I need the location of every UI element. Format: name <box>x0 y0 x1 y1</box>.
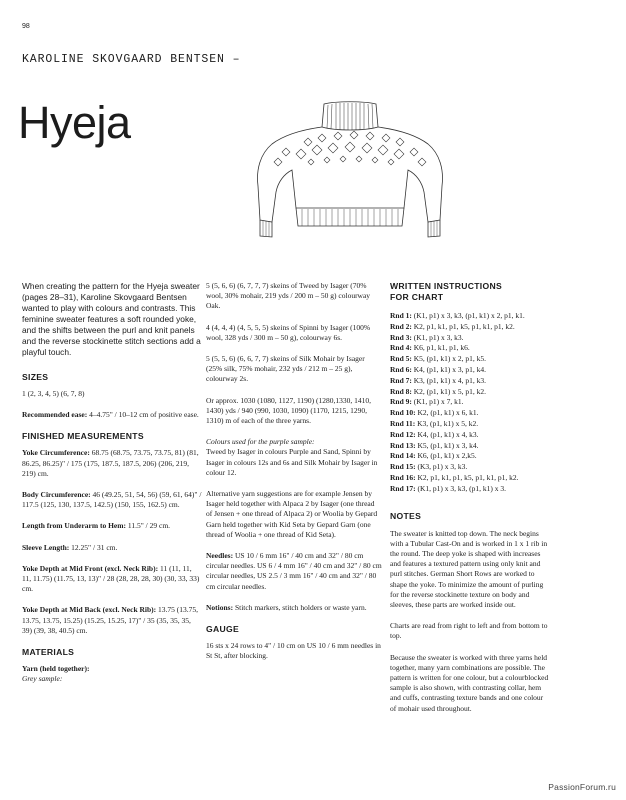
notes-heading: NOTES <box>390 510 422 521</box>
purple-sample <box>206 437 382 478</box>
yoke-text: 68.75 (68.75, 73.75, 73.75, 81) (81, 86.25, 86.25)" / 175 (175, 187.5, 187.5, 206) (206, 219, 219) cm. <box>22 448 199 478</box>
body-label: Body Circumference: <box>22 490 91 500</box>
alternative-yarns: Alternative yarn suggestions are for example Jensen by Isager held together with Alpaca 2 by Isager (one thread of Jensen + one thread of Alpaca 2) or Woolia by Gepard Garn held together with Kid Seta by Gepard Garn (one thread of Woolia + one thread of Kid Seta). <box>206 489 378 539</box>
written-instructions-heading <box>390 281 550 303</box>
chart-round <box>390 311 550 322</box>
purple-label: Colours used for the purple sample: <box>206 437 315 447</box>
chart-round <box>390 365 550 376</box>
sweater-illustration-icon <box>200 100 500 250</box>
chart-round <box>390 333 550 344</box>
notes-paragraph-3: Because the sweater is worked with three yarns held together, many yarn combinations are possible. The pattern is written for one colour, but a colourblocked sample is also shown, with contrasting collar, hem and cuffs, contrasting texture bands and one colour of mohair used throughout. <box>390 652 549 713</box>
round-label: Rnd 10: <box>390 408 416 418</box>
chart-round <box>390 484 550 495</box>
gauge-heading: GAUGE <box>206 624 240 635</box>
yarn-label: Yarn (held together): <box>22 664 90 674</box>
round-instructions: K3, (p1, k1) x 4, p1, k3. <box>411 375 487 385</box>
yoke-depth-back <box>22 605 202 636</box>
yarn-approx-total: Or approx. 1030 (1080, 1127, 1190) (1280,1330, 1410, 1430) yds / 940 (990, 1030, 1090) (1170, 1215, 1290, 1310) m of each of the three yarns. <box>206 395 372 426</box>
chart-round <box>390 419 550 430</box>
round-label: Rnd 14: <box>390 451 416 461</box>
watermark: PassionForum.ru <box>548 782 616 792</box>
round-label: Rnd 8: <box>390 386 412 396</box>
yoke-circumference <box>22 448 202 479</box>
yoke-depth-front <box>22 564 202 595</box>
round-label: Rnd 15: <box>390 462 416 472</box>
written-heading-line-2: FOR CHART <box>390 292 444 302</box>
round-label: Rnd 3: <box>390 332 412 342</box>
gauge-text: 16 sts x 24 rows to 4" / 10 cm on US 10 / 6 mm needles in St St, after blocking. <box>206 641 381 661</box>
round-instructions: (K1, p1) x 3, k3. <box>411 332 464 342</box>
body-circumference <box>22 490 202 510</box>
round-label: Rnd 11: <box>390 418 416 428</box>
intro-paragraph: When creating the pattern for the Hyeja sweater (pages 28–31), Karoline Skovgaard Bentsen wanted to play with colours and contrasts. This feminine sweater features a soft rounded yoke, and the shifts between the purl and knit panels and the reverse stockinette stitch sections add a playful touch. <box>22 281 201 357</box>
ease-label: Recommended ease: <box>22 410 88 420</box>
tweed-yarn: 5 (5, 6, 6) (6, 7, 7, 7) skeins of Tweed by Isager (70% wool, 30% mohair, 219 yds / 200 m – 50 g) colourway Oak. <box>206 281 371 311</box>
round-instructions: K5, (p1, k1) x 2, p1, k5. <box>411 354 487 364</box>
purple-text: Tweed by Isager in colours Purple and Sand, Spinni by Isager in colours 12s and 6s and Silk Mohair by Isager in colour 12. <box>206 447 378 477</box>
round-instructions: (K1, p1) x 3, k3, (p1, k1) x 2, p1, k1. <box>411 311 525 320</box>
round-instructions: (K1, p1) x 3, k3, (p1, k1) x 3. <box>415 483 507 493</box>
length-label: Length from Underarm to Hem: <box>22 521 127 531</box>
author-name: KAROLINE SKOVGAARD BENTSEN – <box>22 53 241 66</box>
round-instructions: K6, p1, k1, p1, k6. <box>411 343 470 353</box>
round-instructions: K2, (p1, k1) x 5, p1, k2. <box>411 386 487 396</box>
round-instructions: K3, (p1, k1) x 5, k2. <box>415 418 479 428</box>
chart-round <box>390 430 550 441</box>
needles-label: Needles: <box>206 551 234 561</box>
needles <box>206 551 382 592</box>
written-heading-line-1: WRITTEN INSTRUCTIONS <box>390 281 502 291</box>
chart-round <box>390 397 550 408</box>
chart-round <box>390 462 550 473</box>
round-label: Rnd 12: <box>390 429 416 439</box>
round-label: Rnd 16: <box>390 472 416 482</box>
chart-round <box>390 451 550 462</box>
yoke-label: Yoke Circumference: <box>22 448 90 458</box>
ease-text: 4–4.75" / 10–12 cm of positive ease. <box>87 410 199 420</box>
chart-round <box>390 343 550 354</box>
round-label: Rnd 4: <box>390 343 412 353</box>
yarn-held-together <box>22 664 202 684</box>
notes-paragraph-1: The sweater is knitted top down. The neck begins with a Tubular Cast-On and is worked in 1 x 1 rib in the round. The deep yoke is shaped with increases and features a textured pattern using only knit and purl stitches. German Short Rows are worked to shape the yoke. To minimize the amount of purling for the reverse stockinette texture on body and sleeves, these parts are worked inside out. <box>390 528 548 609</box>
chart-round <box>390 408 550 419</box>
sizes-text: 1 (2, 3, 4, 5) (6, 7, 8) <box>22 389 85 398</box>
round-instructions: (K1, p1) x 7, k1. <box>411 397 464 407</box>
round-instructions: K5, (p1, k1) x 3, k4. <box>415 440 479 450</box>
round-instructions: K4, (p1, k1) x 3, p1, k4. <box>411 364 487 374</box>
chart-rounds-list <box>390 311 550 495</box>
round-instructions: K2, p1, k1, p1, k5, p1, k1, p1, k2. <box>415 472 519 482</box>
front-text: 11 (11, 11, 11, 11.75) (11.75, 13, 13)" / 28 (28, 28, 28, 30) (30, 33, 33) cm. <box>22 563 200 594</box>
chart-round <box>390 473 550 484</box>
notions <box>206 603 382 613</box>
round-label: Rnd 7: <box>390 375 412 385</box>
round-label: Rnd 9: <box>390 397 412 407</box>
spinni-yarn: 4 (4, 4, 4) (4, 5, 5, 5) skeins of Spinni by Isager (100% wool, 328 yds / 300 m – 50 g), colourway 6s. <box>206 322 371 342</box>
round-label: Rnd 1: <box>390 311 412 320</box>
chart-round <box>390 322 550 333</box>
chart-round <box>390 441 550 452</box>
round-label: Rnd 13: <box>390 440 416 450</box>
length-underarm <box>22 521 202 531</box>
round-label: Rnd 6: <box>390 364 412 374</box>
finished-measurements-heading: FINISHED MEASUREMENTS <box>22 431 144 442</box>
chart-round <box>390 387 550 398</box>
sleeve-label: Sleeve Length: <box>22 542 70 552</box>
needles-text: US 10 / 6 mm 16" / 40 cm and 32" / 80 cm circular needles. US 6 / 4 mm 16" / 40 cm and 32" / 80 cm circular needles, US 2.5 / 3 mm 16" / 40 cm and 32" / 80 cm circular needles. <box>206 551 382 591</box>
length-text: 11.5" / 29 cm. <box>126 521 171 531</box>
round-label: Rnd 17: <box>390 483 416 493</box>
chart-round <box>390 376 550 387</box>
round-instructions: K6, (p1, k1) x 2,k5. <box>415 451 477 461</box>
round-instructions: K2, (p1, k1) x 6, k1. <box>415 408 479 418</box>
chart-round <box>390 354 550 365</box>
pattern-title: Hyeja <box>18 97 131 149</box>
page-number: 98 <box>22 23 30 30</box>
notions-text: Stitch markers, stitch holders or waste yarn. <box>233 602 367 612</box>
round-instructions: K2, p1, k1, p1, k5, p1, k1, p1, k2. <box>411 321 515 331</box>
back-label: Yoke Depth at Mid Back (excl. Neck Rib): <box>22 605 157 615</box>
notions-label: Notions: <box>206 602 234 612</box>
recommended-ease <box>22 410 202 420</box>
back-text: 13.75 (13.75, 13.75, 13.75, 15.25) (15.25, 15.25, 17)" / 35 (35, 35, 35, 39) (39, 38, 40.5) cm. <box>22 605 199 635</box>
materials-heading: MATERIALS <box>22 647 75 658</box>
sleeve-length <box>22 543 202 553</box>
round-label: Rnd 5: <box>390 354 412 364</box>
front-label: Yoke Depth at Mid Front (excl. Neck Rib): <box>22 563 159 573</box>
silk-mohair-yarn: 5 (5, 5, 6) (6, 6, 7, 7) skeins of Silk Mohair by Isager (25% silk, 75% mohair, 232 yds / 212 m – 25 g), colourway 2s. <box>206 354 365 384</box>
body-text: 46 (49.25, 51, 54, 56) (59, 61, 64)" / 117.5 (125, 130, 137.5, 142.5) (150, 155, 162.5) cm. <box>22 490 202 510</box>
notes-paragraph-2: Charts are read from right to left and from bottom to top. <box>390 621 548 641</box>
grey-sample-label: Grey sample: <box>22 674 63 684</box>
sizes-heading: SIZES <box>22 372 49 382</box>
round-instructions: K4, (p1, k1) x 4, k3. <box>415 429 479 439</box>
round-label: Rnd 2: <box>390 321 412 331</box>
sleeve-text: 12.25" / 31 cm. <box>69 542 118 552</box>
round-instructions: (K3, p1) x 3, k3. <box>415 462 468 472</box>
